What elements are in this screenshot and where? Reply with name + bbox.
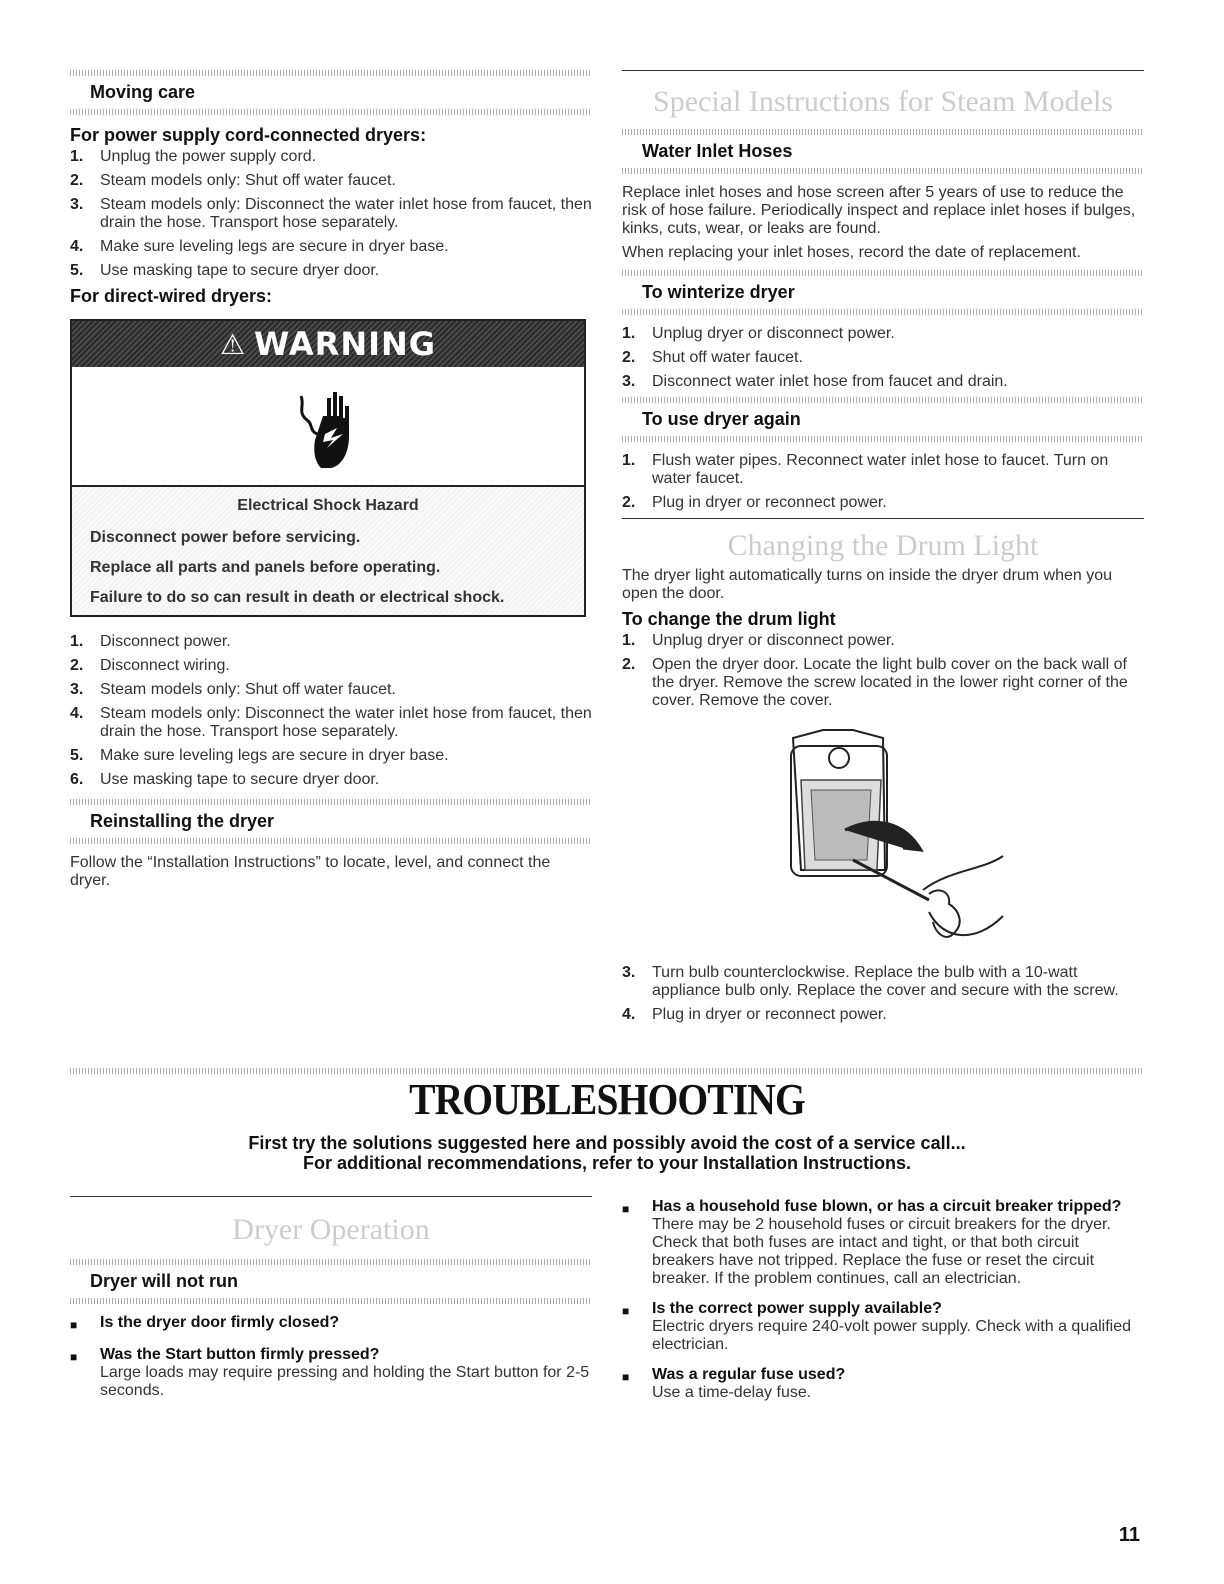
winterize-title: To winterize dryer: [642, 282, 795, 302]
list-item: 4. Steam models only: Disconnect the water inlet hose from faucet, then drain the hose. Transport hose separately.: [70, 705, 592, 740]
warning-box: [70, 319, 586, 617]
troubleshooting-left-column: [70, 1196, 592, 1412]
list-item: 1. Disconnect power.: [70, 633, 231, 650]
warning-line: Failure to do so can result in death or electrical shock.: [90, 589, 505, 606]
right-column: [622, 70, 1144, 1030]
list-item: 3. Disconnect water inlet hose from faucet and drain.: [622, 373, 1008, 390]
list-item: 4. Plug in dryer or reconnect power.: [622, 1006, 887, 1023]
list-item: 3. Steam models only: Shut off water faucet.: [70, 681, 396, 698]
cord-steps-list: [70, 148, 592, 280]
hazard-title: Electrical Shock Hazard: [237, 497, 419, 514]
list-item: ■ Was the Start button firmly pressed? Large loads may require pressing and holding the Start button for 2-5 seconds.: [70, 1346, 590, 1399]
list-item: 5. Make sure leveling legs are secure in dryer base.: [70, 747, 449, 764]
square-bullet-icon: ■: [622, 1202, 630, 1216]
reinstalling-text: Follow the “Installation Instructions” to locate, level, and connect the dryer.: [70, 854, 551, 889]
water-inlet-note: When replacing your inlet hoses, record the date of replacement.: [622, 244, 1081, 261]
use-again-band: [622, 397, 1144, 442]
troubleshooting-lead: First try the solutions suggested here and possibly avoid the cost of a service call...: [248, 1133, 966, 1153]
left-column: [70, 70, 592, 896]
warning-triangle-icon: ⚠: [219, 327, 247, 361]
list-item: 2. Steam models only: Shut off water faucet.: [70, 172, 396, 189]
use-again-steps-list: [622, 452, 1144, 512]
wired-steps-list: [70, 633, 592, 789]
troubleshooting-title: TROUBLESHOOTING: [409, 1075, 805, 1124]
drum-light-steps-list: [622, 632, 1144, 710]
water-inlet-title: Water Inlet Hoses: [642, 141, 793, 161]
winterize-steps-list: [622, 325, 1144, 391]
steam-section-title: Special Instructions for Steam Models: [653, 85, 1113, 118]
square-bullet-icon: ■: [70, 1350, 78, 1364]
warning-line: Replace all parts and panels before operating.: [90, 559, 441, 576]
list-item: 6. Use masking tape to secure dryer door.: [70, 771, 380, 788]
use-again-title: To use dryer again: [642, 409, 801, 429]
moving-care-band: [70, 70, 592, 115]
list-item: 3. Turn bulb counterclockwise. Replace the bulb with a 10-watt appliance bulb only. Replace the cover and secure with the screw.: [622, 964, 1119, 999]
winterize-band: [622, 270, 1144, 315]
bulb-cover-illustration: [622, 720, 1144, 950]
warning-line: Disconnect power before servicing.: [90, 529, 361, 546]
direct-wired-heading: For direct-wired dryers:: [70, 286, 273, 306]
square-bullet-icon: ■: [70, 1318, 78, 1332]
troubleshooting-lead: For additional recommendations, refer to your Installation Instructions.: [302, 1153, 912, 1173]
list-item: ■ Is the correct power supply available? Electric dryers require 240-volt power supply. Check with a qualified electrician.: [622, 1300, 1132, 1353]
shock-hazard-hand-icon: [72, 367, 584, 487]
square-bullet-icon: ■: [622, 1304, 630, 1318]
list-item: 2. Plug in dryer or reconnect power.: [622, 494, 887, 511]
troubleshooting-section: [70, 1068, 1144, 1173]
list-item: ■ Is the dryer door firmly closed?: [70, 1314, 340, 1332]
list-item: 1. Unplug dryer or disconnect power.: [622, 632, 895, 649]
drum-light-steps-list-continued: [622, 964, 1144, 1024]
water-inlet-band: [622, 129, 1144, 174]
warning-header: [72, 321, 584, 367]
list-item: 2. Disconnect wiring.: [70, 657, 230, 674]
not-run-title: Dryer will not run: [90, 1271, 239, 1291]
warning-text: [72, 487, 584, 615]
drum-light-intro: The dryer light automatically turns on inside the dryer drum when you open the door.: [622, 567, 1113, 602]
list-item: 2. Open the dryer door. Locate the light bulb cover on the back wall of the dryer. Remove the screw located in the lower right corner of the cover. Remove the cover.: [622, 656, 1128, 709]
cord-connected-heading: For power supply cord-connected dryers:: [70, 125, 427, 145]
list-item: ■ Has a household fuse blown, or has a circuit breaker tripped? There may be 2 household fuses or circuit breakers for the dryer. Check that both fuses are intact and tight, or that both circuit breakers have not tripped. Replace the fuse or reset the circuit breaker. If the problem continues, call an electrician.: [622, 1198, 1122, 1287]
dryer-operation-title: Dryer Operation: [232, 1213, 430, 1246]
water-inlet-text: Replace inlet hoses and hose screen after 5 years of use to reduce the risk of hose failure. Periodically inspect and replace inlet hoses if bulges, kinks, cuts, wear, or leaks are found.: [622, 184, 1136, 237]
warning-label: WARNING: [254, 325, 437, 363]
drum-light-section-title: Changing the Drum Light: [727, 529, 1039, 562]
moving-care-title: Moving care: [90, 82, 196, 102]
reinstalling-title: Reinstalling the dryer: [90, 811, 275, 831]
list-item: 3. Steam models only: Disconnect the water inlet hose from faucet, then drain the hose. Transport hose separately.: [70, 196, 592, 231]
not-run-band: [70, 1259, 592, 1304]
page-number: 11: [1118, 1524, 1140, 1546]
square-bullet-icon: ■: [622, 1370, 630, 1384]
list-item: ■ Was a regular fuse used? Use a time-delay fuse.: [622, 1366, 846, 1401]
list-item: 2. Shut off water faucet.: [622, 349, 803, 366]
troubleshooting-right-column: [622, 1198, 1144, 1414]
list-item: 5. Use masking tape to secure dryer door.: [70, 262, 380, 279]
list-item: 1. Unplug dryer or disconnect power.: [622, 325, 895, 342]
list-item: 1. Flush water pipes. Reconnect water inlet hose to faucet. Turn on water faucet.: [622, 452, 1109, 487]
list-item: 4. Make sure leveling legs are secure in dryer base.: [70, 238, 449, 255]
list-item: 1. Unplug the power supply cord.: [70, 148, 317, 165]
reinstalling-band: [70, 799, 592, 844]
drum-light-heading: To change the drum light: [622, 609, 836, 629]
